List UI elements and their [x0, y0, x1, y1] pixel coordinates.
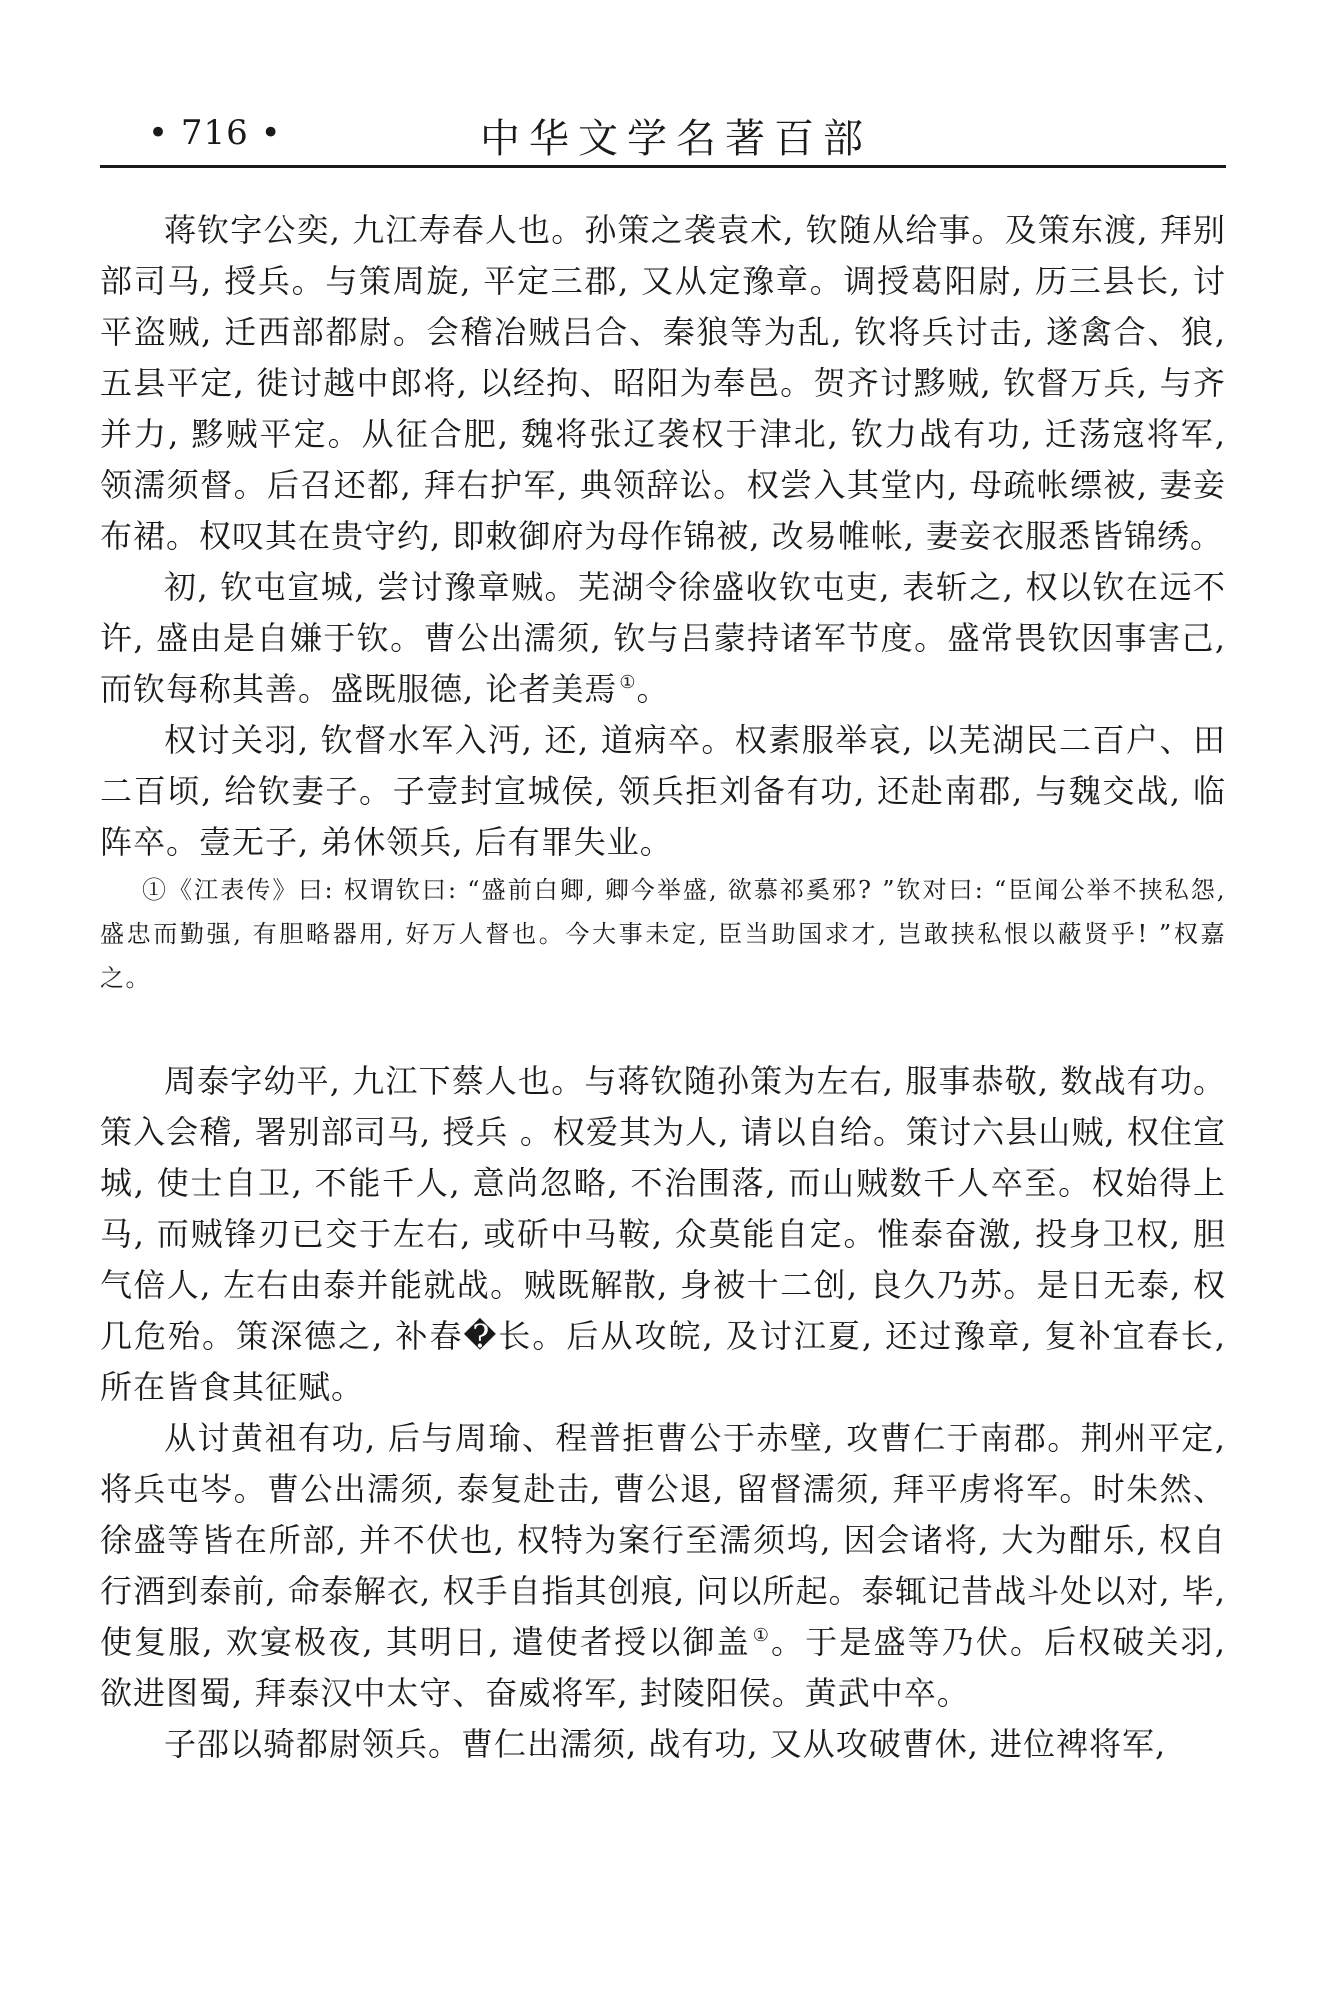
paragraph-text: 从讨黄祖有功, 后与周瑜、程普拒曹公于赤壁, 攻曹仁于南郡。荆州平定, 将兵屯岑。曹公出濡须, 泰复赴击, 曹公退, 留督濡须, 拜平虏将军。时朱然、徐盛等皆在所部, 并不伏也, 权特为案行至濡须坞, 因会诸将, 大为酣乐, 权自行酒到泰前, 命泰解衣, 权手自指其创痕, 问以所起。泰辄记昔战斗处以对, 毕, 使复服, 欢宴极夜, 其明日, 遣使者授以御盖 — [100, 1419, 1226, 1661]
page-header — [100, 105, 1226, 168]
section-gap — [100, 1000, 1226, 1056]
paragraph-text-continued: 。于是盛等乃伏。后权破关羽, 欲进图蜀, 拜泰汉中太守、奋威将军, 封陵阳侯。黄武中卒。 — [100, 1623, 1226, 1712]
footnote-text: ①《江表传》曰: 权谓钦曰: “盛前白卿, 卿今举盛, 欲慕祁奚邪? ”钦对曰: “臣闻公举不挟私怨, 盛忠而勤强, 有胆略器用, 好万人督也。今大事未定, 臣当助国求才, 岂敢挟私恨以蔽贤乎! ”权嘉之。 — [100, 876, 1226, 992]
footnote-marker: ① — [752, 1625, 772, 1647]
book-page — [100, 0, 1226, 1997]
paragraph-text: 周泰字幼平, 九江下蔡人也。与蒋钦随孙策为左右, 服事恭敬, 数战有功。策入会稽, 署别部司马, 授兵 。权爱其为人, 请以自给。策讨六县山贼, 权住宣城, 使士自卫, 不能千人, 意尚忽略, 不治围落, 而山贼数千人卒至。权始得上马, 而贼锋刃已交于左右, 或斫中马鞍, 众莫能自定。惟泰奋激, 投身卫权, 胆气倍人, 左右由泰并能就战。贼既解散, 身被十二创, 良久乃苏。是日无泰, 权几危殆。策深德之, 补春�长。后从攻皖, 及讨江夏, 还过豫章, 复补宜春长, 所在皆食其征赋。 — [100, 1062, 1226, 1406]
book-title: 中华文学名著百部 — [480, 116, 872, 162]
paragraph-jiang-qin-1 — [100, 205, 1226, 562]
paragraph-jiang-qin-2 — [100, 562, 1226, 715]
sentence-end: 。 — [636, 670, 670, 708]
paragraph-text: 蒋钦字公奕, 九江寿春人也。孙策之袭袁术, 钦随从给事。及策东渡, 拜别部司马, 授兵。与策周旋, 平定三郡, 又从定豫章。调授葛阳尉, 历三县长, 讨平盗贼, 迁西部都尉。会稽冶贼吕合、秦狼等为乱, 钦将兵讨击, 遂禽合、狼, 五县平定, 徙讨越中郎将, 以经拘、昭阳为奉邑。贺齐讨黟贼, 钦督万兵, 与齐并力, 黟贼平定。从征合肥, 魏将张辽袭权于津北, 钦力战有功, 迁荡寇将军, 领濡须督。后召还都, 拜右护军, 典领辞讼。权尝入其堂内, 母疏帐缥被, 妻妾布裙。权叹其在贵守约, 即敕御府为母作锦被, 改易帷帐, 妻妾衣服悉皆锦绣。 — [100, 211, 1226, 555]
page-number: • 716 • — [148, 113, 282, 153]
paragraph-text: 初, 钦屯宣城, 尝讨豫章贼。芜湖令徐盛收钦屯吏, 表斩之, 权以钦在远不许, 盛由是自嫌于钦。曹公出濡须, 钦与吕蒙持诸军节度。盛常畏钦因事害己, 而钦每称其善。盛既服德, 论者美焉 — [100, 568, 1226, 708]
paragraph-zhou-tai-3 — [100, 1719, 1226, 1770]
paragraph-text: 权讨关羽, 钦督水军入沔, 还, 道病卒。权素服举哀, 以芜湖民二百户、田二百顷, 给钦妻子。子壹封宣城侯, 领兵拒刘备有功, 还赴南郡, 与魏交战, 临阵卒。壹无子, 弟休领兵, 后有罪失业。 — [100, 721, 1226, 861]
footnote — [100, 868, 1226, 1000]
paragraph-text: 子邵以骑都尉领兵。曹仁出濡须, 战有功, 又从攻破曹休, 进位裨将军, — [164, 1725, 1167, 1763]
footnote-marker: ① — [619, 672, 637, 694]
paragraph-zhou-tai-2 — [100, 1413, 1226, 1719]
paragraph-zhou-tai-1 — [100, 1056, 1226, 1413]
paragraph-jiang-qin-3 — [100, 715, 1226, 868]
page-content — [100, 205, 1226, 1770]
